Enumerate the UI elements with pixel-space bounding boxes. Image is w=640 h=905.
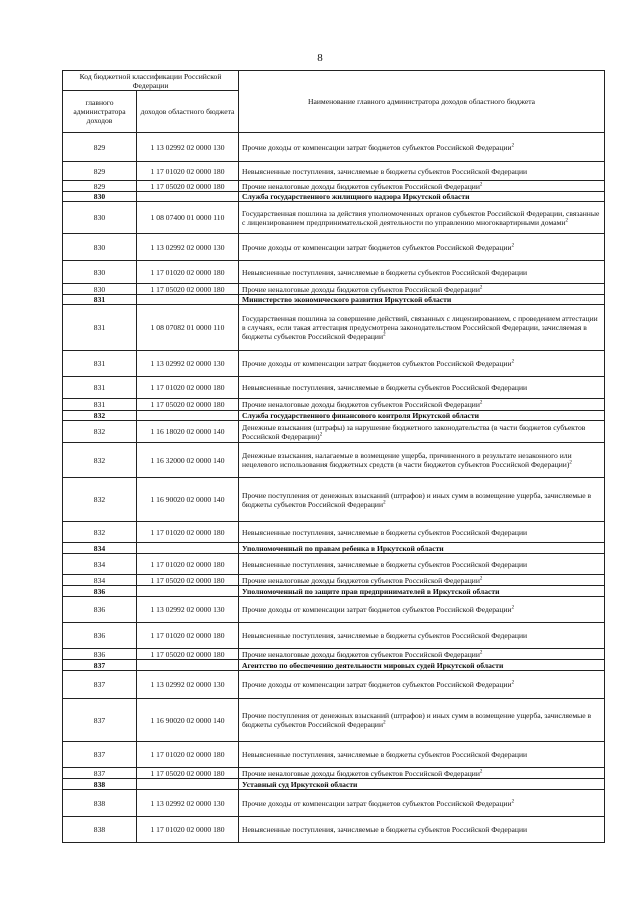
administrator-name-cell — [239, 779, 605, 790]
name-text: Прочие доходы от компенсации затрат бюджетов субъектов Российской Федерации — [242, 798, 512, 808]
admin-code-cell: 830 — [63, 202, 137, 234]
income-code-cell: 1 17 05020 02 0000 180 — [137, 649, 239, 660]
admin-code-cell: 829 — [63, 162, 137, 181]
table-body — [63, 133, 605, 843]
table-row — [63, 162, 605, 181]
revenue-name-cell — [239, 554, 605, 575]
admin-code-cell: 829 — [63, 133, 137, 162]
admin-code-cell: 832 — [63, 411, 137, 421]
table-row — [63, 421, 605, 443]
footnote-marker: 2 — [319, 431, 323, 437]
admin-code-cell: 837 — [63, 742, 137, 768]
administrator-name-cell — [239, 660, 605, 671]
table-row — [63, 202, 605, 234]
table-row — [63, 133, 605, 162]
income-code-cell: 1 17 05020 02 0000 180 — [137, 575, 239, 586]
income-code-cell: 1 13 02992 02 0000 130 — [137, 351, 239, 377]
table-row — [63, 478, 605, 522]
income-code-cell: 1 17 01020 02 0000 180 — [137, 261, 239, 284]
revenue-name-cell — [239, 742, 605, 768]
revenue-name-cell — [239, 699, 605, 742]
income-code-cell — [137, 660, 239, 671]
revenue-name-cell — [239, 305, 605, 351]
table-row — [63, 575, 605, 586]
table-row — [63, 623, 605, 649]
name-text: Прочие неналоговые доходы бюджетов субъектов Российской Федерации — [242, 181, 480, 191]
administrator-name-cell — [239, 543, 605, 554]
table-row — [63, 284, 605, 295]
admin-code-cell: 832 — [63, 522, 137, 543]
revenue-administrators-table — [62, 70, 605, 843]
income-code-cell: 1 13 02992 02 0000 130 — [137, 790, 239, 817]
income-code-cell: 1 17 01020 02 0000 180 — [137, 162, 239, 181]
footnote-marker: 2 — [383, 720, 386, 726]
income-code-cell: 1 17 05020 02 0000 180 — [137, 181, 239, 192]
name-text: Государственная пошлина за действия уполномоченных органов субъектов Российской Федерации, связанные с лицензированием предпринимательской деятельности по управлению многоквартирными домами — [242, 208, 600, 227]
admin-code-cell: 830 — [63, 192, 137, 202]
revenue-name-cell — [239, 623, 605, 649]
section-header-row — [63, 779, 605, 790]
admin-code-cell: 832 — [63, 421, 137, 443]
header-admin-code: главного администратора доходов — [63, 91, 137, 133]
name-text: Прочие неналоговые доходы бюджетов субъектов Российской Федерации — [242, 575, 480, 585]
administrator-name-cell — [239, 586, 605, 597]
section-header-row — [63, 543, 605, 554]
admin-code-cell: 834 — [63, 543, 137, 554]
table-row — [63, 261, 605, 284]
name-text: Служба государственного финансового контроля Иркутской области — [242, 411, 480, 420]
admin-code-cell: 837 — [63, 768, 137, 779]
table-header — [63, 71, 605, 133]
income-code-cell: 1 17 01020 02 0000 180 — [137, 817, 239, 843]
admin-code-cell: 838 — [63, 790, 137, 817]
name-text: Денежные взыскания, налагаемые в возмещение ущерба, причиненного в результате незаконного или нецелевого использования бюджетных средств (в части бюджетов субъектов Российской Федерации) — [242, 451, 572, 469]
footnote-marker: 2 — [569, 460, 572, 466]
income-code-cell: 1 08 07082 01 0000 110 — [137, 305, 239, 351]
income-code-cell: 1 17 01020 02 0000 180 — [137, 522, 239, 543]
income-code-cell: 1 17 01020 02 0000 180 — [137, 742, 239, 768]
table-row — [63, 817, 605, 843]
footnote-marker: 2 — [511, 359, 515, 365]
administrator-name-cell — [239, 411, 605, 421]
name-text: Государственная пошлина за совершение действий, связанных с лицензированием, с проведением аттестации в случаях, если такая аттестация предусмотрена законодательством Российской Федерации, зачисляемая в бюджеты субъектов Российской Федерации — [242, 314, 598, 341]
footnote-marker: 2 — [511, 605, 515, 611]
name-text: Прочие неналоговые доходы бюджетов субъектов Российской Федерации — [242, 649, 480, 659]
page-number: 8 — [317, 52, 323, 64]
footnote-marker: 2 — [479, 284, 483, 290]
table-row — [63, 377, 605, 399]
footnote-marker: 2 — [511, 798, 515, 804]
name-text: Невыясненные поступления, зачисляемые в бюджеты субъектов Российской Федерации — [242, 750, 528, 759]
admin-code-cell: 830 — [63, 261, 137, 284]
section-header-row — [63, 192, 605, 202]
table-row — [63, 443, 605, 478]
revenue-name-cell — [239, 597, 605, 623]
name-text: Прочие доходы от компенсации затрат бюджетов субъектов Российской Федерации — [242, 680, 512, 689]
table-row — [63, 181, 605, 192]
income-code-cell: 1 16 90020 02 0000 140 — [137, 699, 239, 742]
footnote-marker: 2 — [479, 181, 483, 187]
income-code-cell: 1 13 02992 02 0000 130 — [137, 133, 239, 162]
admin-code-cell: 837 — [63, 660, 137, 671]
name-text: Прочие доходы от компенсации затрат бюджетов субъектов Российской Федерации — [242, 242, 512, 252]
section-header-row — [63, 411, 605, 421]
name-text: Денежные взыскания (штрафы) за нарушение бюджетного законодательства (в части бюджетов субъектов Российской Федерации) — [242, 422, 586, 441]
income-code-cell: 1 13 02992 02 0000 130 — [137, 234, 239, 261]
admin-code-cell: 836 — [63, 649, 137, 660]
revenue-name-cell — [239, 575, 605, 586]
income-code-cell: 1 17 01020 02 0000 180 — [137, 623, 239, 649]
section-header-row — [63, 586, 605, 597]
income-code-cell: 1 17 01020 02 0000 180 — [137, 377, 239, 399]
name-text: Невыясненные поступления, зачисляемые в бюджеты субъектов Российской Федерации — [242, 383, 528, 392]
table-row — [63, 522, 605, 543]
admin-code-cell: 836 — [63, 597, 137, 623]
name-text: Прочие неналоговые доходы бюджетов субъектов Российской Федерации — [242, 400, 480, 409]
income-code-cell: 1 16 18020 02 0000 140 — [137, 421, 239, 443]
footnote-marker: 2 — [511, 142, 515, 148]
name-text: Министерство экономического развития Иркутской области — [242, 295, 452, 304]
name-text: Прочие доходы от компенсации затрат бюджетов субъектов Российской Федерации — [242, 359, 512, 368]
name-text: Прочие доходы от компенсации затрат бюджетов субъектов Российской Федерации — [242, 605, 512, 614]
table-row — [63, 671, 605, 699]
name-text: Уставный суд Иркутской области — [242, 779, 358, 789]
income-code-cell — [137, 543, 239, 554]
revenue-name-cell — [239, 399, 605, 411]
name-text: Уполномоченный по защите прав предпринимателей в Иркутской области — [242, 586, 500, 596]
income-code-cell — [137, 586, 239, 597]
table-row — [63, 742, 605, 768]
name-text: Прочие доходы от компенсации затрат бюджетов субъектов Российской Федерации — [242, 142, 512, 152]
footnote-marker: 2 — [479, 400, 483, 406]
revenue-name-cell — [239, 377, 605, 399]
revenue-name-cell — [239, 790, 605, 817]
footnote-marker: 2 — [511, 680, 515, 686]
revenue-name-cell — [239, 234, 605, 261]
footnote-marker: 2 — [383, 499, 386, 505]
name-text: Прочие поступления от денежных взысканий (штрафов) и иных сумм в возмещение ущерба, зачисляемые в бюджеты субъектов Российской Федерации — [242, 490, 592, 509]
table-row — [63, 399, 605, 411]
revenue-name-cell — [239, 478, 605, 522]
revenue-name-cell — [239, 649, 605, 660]
footnote-marker: 2 — [383, 332, 386, 338]
revenue-name-cell — [239, 261, 605, 284]
header-classification-code: Код бюджетной классификации Российской Федерации — [63, 71, 239, 91]
income-code-cell: 1 16 90020 02 0000 140 — [137, 478, 239, 522]
footnote-marker: 2 — [511, 242, 515, 248]
name-text: Прочие неналоговые доходы бюджетов субъектов Российской Федерации — [242, 284, 480, 294]
name-text: Невыясненные поступления, зачисляемые в бюджеты субъектов Российской Федерации — [242, 559, 528, 569]
table-row — [63, 305, 605, 351]
revenue-name-cell — [239, 522, 605, 543]
name-text: Служба государственного жилищного надзора Иркутской области — [242, 192, 470, 201]
footnote-marker: 2 — [479, 575, 483, 581]
name-text: Невыясненные поступления, зачисляемые в бюджеты субъектов Российской Федерации — [242, 527, 528, 537]
admin-code-cell: 829 — [63, 181, 137, 192]
name-text: Невыясненные поступления, зачисляемые в бюджеты субъектов Российской Федерации — [242, 631, 528, 640]
name-text: Агентство по обеспечению деятельности мировых судей Иркутской области — [242, 660, 504, 670]
name-text: Невыясненные поступления, зачисляемые в бюджеты субъектов Российской Федерации — [242, 825, 528, 834]
admin-code-cell: 834 — [63, 554, 137, 575]
name-text: Прочие поступления от денежных взысканий (штрафов) и иных сумм в возмещение ущерба, зачисляемые в бюджеты субъектов Российской Федерации — [242, 711, 592, 729]
table-row — [63, 649, 605, 660]
income-code-cell: 1 13 02992 02 0000 130 — [137, 597, 239, 623]
revenue-name-cell — [239, 671, 605, 699]
revenue-name-cell — [239, 284, 605, 295]
table-row — [63, 554, 605, 575]
admin-code-cell: 831 — [63, 305, 137, 351]
admin-code-cell: 838 — [63, 817, 137, 843]
revenue-name-cell — [239, 133, 605, 162]
admin-code-cell: 831 — [63, 399, 137, 411]
admin-code-cell: 836 — [63, 586, 137, 597]
administrator-name-cell — [239, 192, 605, 202]
footnote-marker: 2 — [479, 768, 483, 774]
section-header-row — [63, 660, 605, 671]
revenue-name-cell — [239, 421, 605, 443]
administrator-name-cell — [239, 295, 605, 305]
revenue-name-cell — [239, 181, 605, 192]
header-income-code: доходов областного бюджета — [137, 91, 239, 133]
footnote-marker: 2 — [479, 649, 483, 655]
revenue-name-cell — [239, 202, 605, 234]
admin-code-cell: 834 — [63, 575, 137, 586]
admin-code-cell: 832 — [63, 443, 137, 478]
admin-code-cell: 836 — [63, 623, 137, 649]
admin-code-cell: 832 — [63, 478, 137, 522]
income-code-cell: 1 17 05020 02 0000 180 — [137, 399, 239, 411]
income-code-cell: 1 08 07400 01 0000 110 — [137, 202, 239, 234]
income-code-cell — [137, 411, 239, 421]
table-row — [63, 351, 605, 377]
admin-code-cell: 831 — [63, 377, 137, 399]
table-row — [63, 790, 605, 817]
income-code-cell: 1 17 05020 02 0000 180 — [137, 768, 239, 779]
income-code-cell — [137, 295, 239, 305]
income-code-cell — [137, 779, 239, 790]
admin-code-cell: 831 — [63, 295, 137, 305]
name-text: Уполномоченный по правам ребенка в Иркутской области — [242, 543, 444, 553]
income-code-cell: 1 16 32000 02 0000 140 — [137, 443, 239, 478]
admin-code-cell: 830 — [63, 284, 137, 295]
header-administrator-name: Наименование главного администратора доходов областного бюджета — [239, 71, 605, 133]
table-row — [63, 699, 605, 742]
revenue-name-cell — [239, 768, 605, 779]
income-code-cell: 1 13 02992 02 0000 130 — [137, 671, 239, 699]
admin-code-cell: 830 — [63, 234, 137, 261]
name-text: Невыясненные поступления, зачисляемые в бюджеты субъектов Российской Федерации — [242, 166, 528, 176]
admin-code-cell: 837 — [63, 671, 137, 699]
name-text: Невыясненные поступления, зачисляемые в бюджеты субъектов Российской Федерации — [242, 267, 528, 277]
name-text: Прочие неналоговые доходы бюджетов субъектов Российской Федерации — [242, 768, 480, 778]
section-header-row — [63, 295, 605, 305]
admin-code-cell: 837 — [63, 699, 137, 742]
table-row — [63, 768, 605, 779]
revenue-name-cell — [239, 817, 605, 843]
revenue-name-cell — [239, 351, 605, 377]
income-code-cell — [137, 192, 239, 202]
table-row — [63, 234, 605, 261]
income-code-cell: 1 17 05020 02 0000 180 — [137, 284, 239, 295]
table-row — [63, 597, 605, 623]
admin-code-cell: 838 — [63, 779, 137, 790]
admin-code-cell: 831 — [63, 351, 137, 377]
income-code-cell: 1 17 01020 02 0000 180 — [137, 554, 239, 575]
revenue-name-cell — [239, 443, 605, 478]
revenue-name-cell — [239, 162, 605, 181]
footnote-marker: 2 — [565, 217, 568, 223]
